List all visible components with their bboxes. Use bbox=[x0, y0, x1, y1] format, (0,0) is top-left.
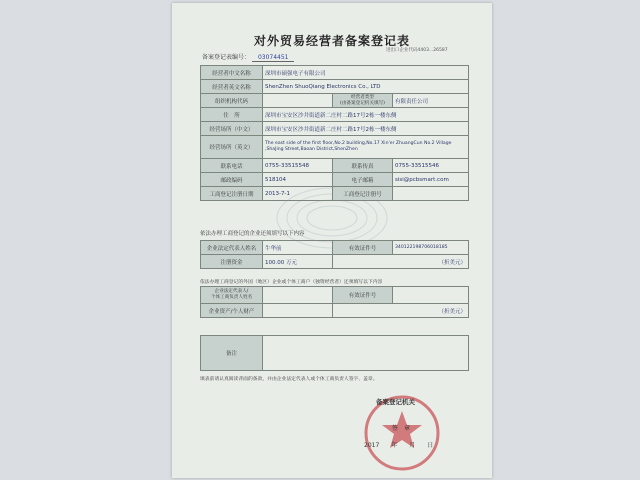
field-label: 有效证件号 bbox=[333, 287, 393, 304]
table-row bbox=[201, 287, 469, 304]
field-label: 经营者英文名称 bbox=[201, 80, 263, 94]
table-row bbox=[201, 108, 469, 122]
field-label: 企业法定代表人姓名 bbox=[201, 241, 263, 255]
field-value: 0755-33515546 bbox=[393, 159, 469, 173]
authority-label: 备案登记机关 bbox=[376, 398, 415, 406]
field-value: 有限责任公司 bbox=[393, 94, 469, 108]
field-label: 邮政编码 bbox=[201, 173, 263, 187]
field-value bbox=[263, 94, 333, 108]
field-label: 经营者中文名称 bbox=[201, 66, 263, 80]
field-value bbox=[393, 187, 469, 201]
field-label: 经营场所（英文） bbox=[201, 136, 263, 159]
table-row bbox=[201, 241, 469, 255]
field-value: 340122198706018185 bbox=[393, 241, 469, 255]
field-value: The east side of the first floor,No.2 building,No.17 Xin'er ZhuangCun No.2 Village ,ShaJing Street,Baoan District,ShenZhen bbox=[263, 136, 469, 159]
section-note: 依法办理工商登记的企业还须填写以下内容 bbox=[200, 231, 305, 237]
field-value: （折美元） bbox=[333, 304, 469, 318]
table-row bbox=[201, 173, 469, 187]
field-label: 电子邮箱 bbox=[333, 173, 393, 187]
table-row bbox=[201, 80, 469, 94]
field-value bbox=[263, 336, 469, 371]
registration-form bbox=[172, 3, 492, 478]
table-row bbox=[201, 336, 469, 371]
field-value bbox=[263, 287, 333, 304]
field-label: 经营场所（中文） bbox=[201, 122, 263, 136]
table-row bbox=[201, 122, 469, 136]
table-row bbox=[201, 304, 469, 318]
registration-number-line bbox=[202, 52, 294, 62]
field-label: 企业资产/个人财产 bbox=[201, 304, 263, 318]
field-value bbox=[393, 287, 469, 304]
field-label: 工商登记注册号 bbox=[333, 187, 393, 201]
date-line: 2017 年 月 日 bbox=[364, 442, 434, 449]
field-label: 经营者类型 (由备案登记机关填写) bbox=[333, 94, 393, 108]
field-value: sisi@pcbsmart.com bbox=[393, 173, 469, 187]
field-value: 518104 bbox=[263, 173, 333, 187]
form-title: 对外贸易经营者备案登记表 bbox=[253, 34, 410, 48]
remarks-table bbox=[200, 335, 469, 371]
field-label: 联系电话 bbox=[201, 159, 263, 173]
foreign-enterprise-table bbox=[200, 286, 469, 318]
field-value: 2013-7-1 bbox=[263, 187, 333, 201]
table-row bbox=[201, 187, 469, 201]
field-value bbox=[263, 304, 333, 318]
field-value: 0755-33515548 bbox=[263, 159, 333, 173]
field-value: 100.00 万元 bbox=[263, 255, 333, 269]
field-value: 牛华前 bbox=[263, 241, 333, 255]
import-export-code: 进出口企业代码4403...26587 bbox=[386, 48, 448, 53]
field-label: 联系传真 bbox=[333, 159, 393, 173]
field-label: 组织机构代码 bbox=[201, 94, 263, 108]
field-value: ShenZhen ShuoQiang Electronics Co., LTD bbox=[263, 80, 469, 94]
registration-number-value: 03074451 bbox=[252, 54, 295, 62]
main-info-table bbox=[200, 65, 469, 201]
field-value: （折美元） bbox=[333, 255, 469, 269]
stamp-label: 签 章 bbox=[392, 425, 411, 432]
table-row bbox=[201, 159, 469, 173]
field-value: 深圳市硕强电子有限公司 bbox=[263, 66, 469, 80]
field-label: 工商登记注册日期 bbox=[201, 187, 263, 201]
field-label: 备注 bbox=[201, 336, 263, 371]
section-note: 依法办理工商登记的外国（地区）企业或个体工商户（独资经营者）还须填写以下内容 bbox=[200, 280, 383, 285]
field-value: 深圳市宝安区沙井街道新二庄村二路17号2栋一楼东侧 bbox=[263, 108, 469, 122]
registration-number-label: 备案登记表编号： bbox=[202, 54, 251, 61]
field-label: 住 所 bbox=[201, 108, 263, 122]
field-label: 有效证件号 bbox=[333, 241, 393, 255]
table-row bbox=[201, 136, 469, 159]
field-label: 企业法定代表人/ 个体工商负责人姓名 bbox=[201, 287, 263, 304]
table-row bbox=[201, 66, 469, 80]
table-row bbox=[201, 255, 469, 269]
table-row bbox=[201, 94, 469, 108]
field-value: 深圳市宝安区沙井街道新二庄村二路17号2栋一楼东侧 bbox=[263, 122, 469, 136]
declaration-text: 填表前请认真阅读背面的条款，并由企业法定代表人或个体工商负责人签字、盖章。 bbox=[200, 377, 378, 382]
legal-rep-table bbox=[200, 240, 469, 269]
field-label: 注册资金 bbox=[201, 255, 263, 269]
